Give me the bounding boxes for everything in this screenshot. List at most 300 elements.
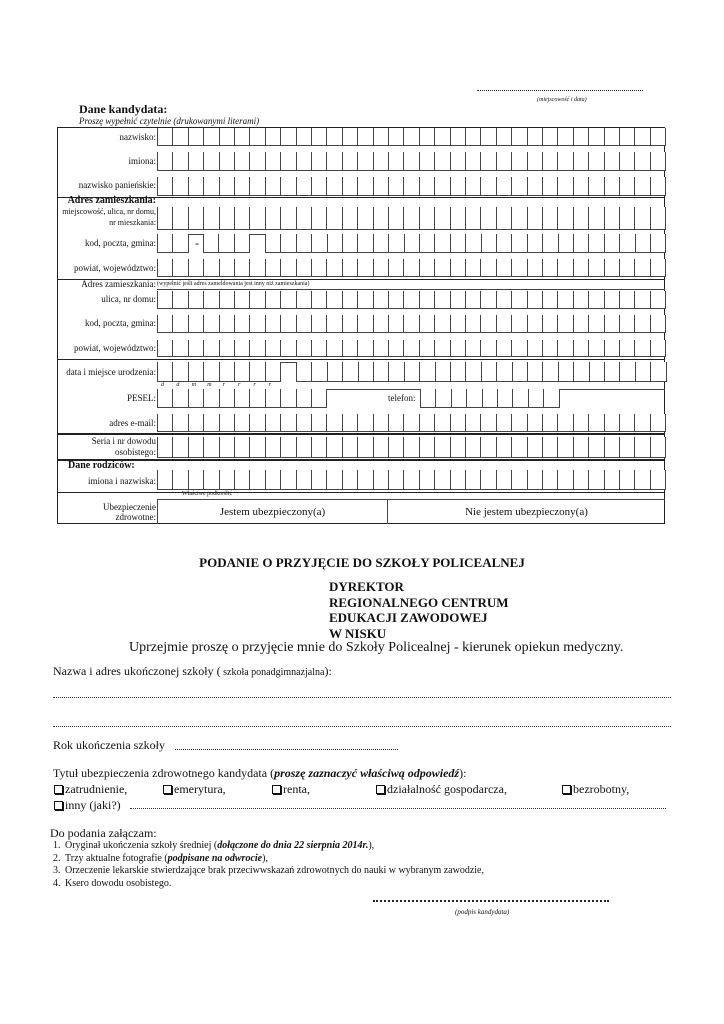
letter-box[interactable] [650, 207, 666, 230]
letter-box[interactable] [434, 259, 450, 277]
letter-box[interactable] [296, 414, 312, 432]
letter-box[interactable] [265, 291, 281, 309]
letter-box[interactable] [172, 207, 188, 230]
letter-box[interactable] [450, 152, 466, 171]
letter-box[interactable] [311, 152, 327, 171]
letter-box[interactable] [450, 315, 466, 333]
letter-box[interactable] [573, 207, 589, 230]
letter-box[interactable] [542, 340, 558, 357]
letter-box[interactable] [480, 315, 496, 333]
letter-box[interactable] [219, 152, 235, 171]
letter-box[interactable] [219, 291, 235, 309]
letter-box[interactable] [157, 315, 173, 333]
letter-box[interactable] [403, 470, 419, 490]
letter-box[interactable] [450, 362, 466, 382]
letter-box[interactable] [388, 207, 404, 230]
letter-box[interactable] [342, 152, 358, 171]
letter-box[interactable] [311, 259, 327, 277]
letter-box[interactable] [451, 389, 467, 408]
letter-box[interactable] [419, 414, 435, 432]
letter-box[interactable] [604, 340, 620, 357]
letter-box[interactable] [496, 340, 512, 357]
insured-option[interactable]: Jestem ubezpieczony(a) [157, 499, 388, 524]
letter-box[interactable] [265, 315, 281, 333]
letter-box[interactable] [188, 340, 204, 357]
letter-box[interactable] [573, 362, 589, 382]
letter-box[interactable] [527, 152, 543, 171]
letter-box[interactable] [157, 234, 173, 253]
letter-box[interactable] [234, 362, 250, 382]
school-field-1[interactable] [53, 697, 671, 698]
letter-box[interactable] [265, 152, 281, 171]
letter-box[interactable] [619, 234, 635, 253]
letter-box[interactable] [542, 234, 558, 253]
letter-box[interactable] [542, 470, 558, 490]
letter-box[interactable] [482, 389, 498, 408]
letter-box[interactable] [542, 152, 558, 171]
letter-box[interactable] [218, 234, 234, 253]
letter-box[interactable] [465, 315, 481, 333]
letter-box[interactable] [511, 470, 527, 490]
letter-box[interactable] [419, 128, 435, 146]
letter-box[interactable] [280, 340, 296, 357]
letter-box[interactable] [511, 259, 527, 277]
letter-box[interactable] [527, 470, 543, 490]
letter-box[interactable] [496, 259, 512, 277]
letter-box[interactable] [373, 340, 389, 357]
letter-box[interactable] [388, 437, 404, 458]
letter-box[interactable] [373, 470, 389, 490]
school-field-2[interactable] [53, 726, 671, 727]
letter-box[interactable] [619, 207, 635, 230]
letter-box[interactable] [342, 315, 358, 333]
letter-box[interactable] [465, 437, 481, 458]
letter-box[interactable] [373, 177, 389, 196]
letter-box[interactable] [450, 234, 466, 253]
letter-box[interactable] [450, 414, 466, 432]
letter-box[interactable] [234, 291, 250, 309]
letter-box[interactable] [419, 152, 435, 171]
letter-box[interactable] [249, 362, 265, 382]
letter-box[interactable] [511, 152, 527, 171]
letter-box[interactable] [296, 470, 312, 490]
letter-box[interactable] [249, 259, 265, 277]
letter-box[interactable] [527, 340, 543, 357]
letter-box[interactable] [373, 259, 389, 277]
letter-box[interactable] [157, 389, 173, 408]
letter-box[interactable] [326, 437, 342, 458]
letter-box[interactable] [634, 259, 650, 277]
letter-box[interactable] [388, 470, 404, 490]
letter-box[interactable] [434, 437, 450, 458]
letter-box[interactable] [403, 259, 419, 277]
letter-box[interactable] [357, 470, 373, 490]
letter-box[interactable] [557, 177, 573, 196]
letter-box[interactable] [203, 177, 219, 196]
letter-box[interactable] [434, 315, 450, 333]
letter-box[interactable] [373, 291, 389, 309]
letter-box[interactable] [650, 437, 666, 458]
letter-box[interactable] [511, 177, 527, 196]
letter-box[interactable] [634, 470, 650, 490]
option-pension[interactable] [163, 782, 226, 797]
letter-box[interactable] [296, 389, 312, 408]
letter-box[interactable] [188, 207, 204, 230]
letter-box[interactable] [280, 234, 296, 253]
letter-box[interactable] [249, 340, 265, 357]
letter-box[interactable] [157, 128, 173, 146]
letter-box[interactable] [342, 207, 358, 230]
letter-box[interactable] [557, 128, 573, 146]
letter-box[interactable] [604, 291, 620, 309]
letter-box[interactable] [172, 234, 188, 253]
letter-box[interactable] [296, 362, 312, 382]
letter-box[interactable] [234, 152, 250, 171]
letter-box[interactable] [480, 414, 496, 432]
place-date-field[interactable] [477, 90, 643, 91]
letter-box[interactable] [373, 207, 389, 230]
letter-box[interactable] [557, 207, 573, 230]
letter-box[interactable] [619, 414, 635, 432]
letter-box[interactable] [388, 259, 404, 277]
letter-box[interactable] [280, 152, 296, 171]
letter-box[interactable] [311, 340, 327, 357]
letter-box[interactable] [311, 207, 327, 230]
letter-box[interactable] [326, 414, 342, 432]
letter-box[interactable] [342, 362, 358, 382]
letter-box[interactable] [188, 152, 204, 171]
letter-box[interactable] [619, 362, 635, 382]
letter-box[interactable] [589, 362, 605, 382]
letter-box[interactable] [466, 389, 482, 408]
letter-box[interactable] [296, 340, 312, 357]
letter-box[interactable] [527, 234, 543, 253]
letter-box[interactable] [573, 128, 589, 146]
letter-box[interactable] [172, 414, 188, 432]
letter-box[interactable] [342, 177, 358, 196]
letter-box[interactable] [588, 470, 604, 490]
letter-box[interactable] [219, 437, 235, 458]
letter-box[interactable] [511, 340, 527, 357]
letter-box[interactable] [157, 259, 173, 277]
letter-box[interactable] [650, 470, 666, 490]
letter-box[interactable] [450, 470, 466, 490]
letter-box[interactable] [357, 207, 373, 230]
letter-box[interactable] [373, 152, 389, 171]
letter-box[interactable] [311, 414, 327, 432]
letter-box[interactable] [172, 340, 188, 357]
letter-box[interactable] [403, 414, 419, 432]
letter-box[interactable] [650, 315, 666, 333]
letter-box[interactable] [403, 437, 419, 458]
checkbox-icon[interactable] [163, 785, 172, 794]
letter-box[interactable] [157, 362, 173, 382]
letter-box[interactable] [650, 340, 666, 357]
letter-box[interactable] [543, 389, 559, 408]
letter-box[interactable] [249, 177, 265, 196]
letter-box[interactable] [203, 152, 219, 171]
letter-box[interactable] [434, 207, 450, 230]
letter-box[interactable] [172, 315, 188, 333]
letter-box[interactable] [357, 259, 373, 277]
letter-box[interactable] [357, 437, 373, 458]
letter-box[interactable] [234, 315, 250, 333]
letter-box[interactable] [280, 315, 296, 333]
letter-box[interactable] [542, 362, 558, 382]
letter-box[interactable] [588, 234, 604, 253]
letter-box[interactable] [311, 470, 327, 490]
letter-box[interactable] [203, 389, 219, 408]
letter-box[interactable] [619, 470, 635, 490]
letter-box[interactable] [388, 234, 404, 253]
letter-box[interactable] [388, 291, 404, 309]
letter-box[interactable] [434, 291, 450, 309]
letter-box[interactable] [512, 389, 528, 408]
letter-box[interactable] [481, 234, 497, 253]
letter-box[interactable] [326, 470, 342, 490]
letter-box[interactable] [542, 437, 558, 458]
letter-box[interactable] [188, 291, 204, 309]
letter-box[interactable] [527, 177, 543, 196]
letter-box[interactable] [326, 315, 342, 333]
letter-box[interactable] [357, 128, 373, 146]
letter-box[interactable] [434, 414, 450, 432]
letter-box[interactable] [342, 291, 358, 309]
letter-box[interactable] [157, 470, 173, 490]
letter-box[interactable] [573, 177, 589, 196]
letter-box[interactable] [619, 259, 635, 277]
letter-box[interactable] [573, 315, 589, 333]
letter-box[interactable] [650, 234, 666, 253]
letter-box[interactable] [188, 362, 204, 382]
letter-box[interactable] [234, 234, 250, 253]
letter-box[interactable] [619, 152, 635, 171]
letter-box[interactable] [450, 177, 466, 196]
signature-field[interactable] [373, 900, 609, 902]
letter-box[interactable] [619, 315, 635, 333]
letter-box[interactable] [234, 470, 250, 490]
letter-box[interactable] [403, 177, 419, 196]
letter-box[interactable] [373, 128, 389, 146]
year-field[interactable] [175, 749, 398, 750]
letter-box[interactable] [249, 437, 265, 458]
letter-box[interactable] [557, 315, 573, 333]
letter-box[interactable] [419, 470, 435, 490]
letter-box[interactable] [388, 177, 404, 196]
letter-box[interactable] [511, 128, 527, 146]
letter-box[interactable] [588, 340, 604, 357]
letter-box[interactable] [450, 207, 466, 230]
other-field[interactable] [130, 808, 666, 809]
letter-box[interactable] [188, 414, 204, 432]
letter-box[interactable] [496, 291, 512, 309]
letter-box[interactable] [404, 362, 420, 382]
letter-box[interactable] [234, 128, 250, 146]
letter-box[interactable] [542, 177, 558, 196]
letter-box[interactable] [511, 234, 527, 253]
letter-box[interactable] [480, 437, 496, 458]
letter-box[interactable] [203, 470, 219, 490]
letter-box[interactable] [342, 340, 358, 357]
letter-box[interactable] [465, 152, 481, 171]
letter-box[interactable] [188, 128, 204, 146]
letter-box[interactable] [604, 315, 620, 333]
letter-box[interactable] [542, 259, 558, 277]
letter-box[interactable] [434, 128, 450, 146]
letter-box[interactable] [588, 414, 604, 432]
letter-box[interactable] [188, 389, 204, 408]
checkbox-icon[interactable] [54, 801, 63, 810]
option-business[interactable] [376, 782, 507, 797]
letter-box[interactable] [419, 362, 435, 382]
letter-box[interactable] [619, 437, 635, 458]
letter-box[interactable] [249, 470, 265, 490]
letter-box[interactable] [434, 470, 450, 490]
letter-box[interactable] [203, 259, 219, 277]
letter-box[interactable] [188, 470, 204, 490]
letter-box[interactable] [296, 177, 312, 196]
letter-box[interactable] [480, 291, 496, 309]
checkbox-icon[interactable] [272, 785, 281, 794]
letter-box[interactable] [342, 128, 358, 146]
letter-box[interactable] [619, 291, 635, 309]
letter-box[interactable] [465, 470, 481, 490]
letter-box[interactable] [650, 362, 666, 382]
letter-box[interactable] [219, 470, 235, 490]
letter-box[interactable] [249, 128, 265, 146]
letter-box[interactable] [573, 234, 589, 253]
letter-box[interactable] [280, 128, 296, 146]
letter-box[interactable] [434, 152, 450, 171]
letter-box[interactable] [234, 177, 250, 196]
letter-box[interactable] [234, 340, 250, 357]
letter-box[interactable] [172, 291, 188, 309]
checkbox-icon[interactable] [54, 785, 63, 794]
letter-box[interactable] [373, 414, 389, 432]
letter-box[interactable] [203, 315, 219, 333]
letter-box[interactable] [435, 362, 451, 382]
letter-box[interactable] [634, 414, 650, 432]
letter-box[interactable] [342, 234, 358, 253]
letter-box[interactable] [249, 207, 265, 230]
letter-box[interactable] [157, 437, 173, 458]
letter-box[interactable] [311, 362, 327, 382]
letter-box[interactable] [650, 152, 666, 171]
letter-box[interactable] [450, 259, 466, 277]
letter-box[interactable] [265, 128, 281, 146]
letter-box[interactable] [311, 437, 327, 458]
letter-box[interactable] [249, 389, 265, 408]
letter-box[interactable] [634, 437, 650, 458]
letter-box[interactable] [342, 470, 358, 490]
letter-box[interactable] [403, 340, 419, 357]
letter-box[interactable] [157, 340, 173, 357]
letter-box[interactable] [496, 177, 512, 196]
letter-box[interactable] [203, 414, 219, 432]
letter-box[interactable] [219, 340, 235, 357]
letter-box[interactable] [326, 128, 342, 146]
letter-box[interactable] [326, 291, 342, 309]
letter-box[interactable] [419, 437, 435, 458]
letter-box[interactable] [188, 259, 204, 277]
letter-box[interactable] [557, 437, 573, 458]
not-insured-option[interactable]: Nie jestem ubezpieczony(a) [388, 499, 665, 524]
letter-box[interactable] [650, 177, 666, 196]
letter-box[interactable] [296, 234, 312, 253]
letter-box[interactable] [650, 414, 666, 432]
letter-box[interactable] [219, 207, 235, 230]
letter-box[interactable] [481, 362, 497, 382]
letter-box[interactable] [419, 234, 435, 253]
letter-box[interactable] [573, 437, 589, 458]
letter-box[interactable] [588, 152, 604, 171]
checkbox-icon[interactable] [562, 785, 571, 794]
letter-box[interactable] [419, 291, 435, 309]
letter-box[interactable] [465, 128, 481, 146]
letter-box[interactable] [588, 437, 604, 458]
letter-box[interactable] [203, 437, 219, 458]
letter-box[interactable] [465, 234, 481, 253]
letter-box[interactable] [619, 128, 635, 146]
letter-box[interactable] [188, 437, 204, 458]
letter-box[interactable] [357, 152, 373, 171]
letter-box[interactable] [172, 362, 188, 382]
letter-box[interactable] [265, 437, 281, 458]
letter-box[interactable] [280, 259, 296, 277]
letter-box[interactable] [219, 259, 235, 277]
letter-box[interactable] [357, 177, 373, 196]
letter-box[interactable] [558, 234, 574, 253]
letter-box[interactable] [219, 389, 235, 408]
letter-box[interactable] [265, 340, 281, 357]
letter-box[interactable] [558, 362, 574, 382]
letter-box[interactable] [512, 362, 528, 382]
letter-box[interactable] [373, 437, 389, 458]
letter-box[interactable] [311, 128, 327, 146]
letter-box[interactable] [650, 259, 666, 277]
letter-box[interactable] [342, 437, 358, 458]
letter-box[interactable] [604, 470, 620, 490]
letter-box[interactable] [450, 291, 466, 309]
letter-box[interactable] [527, 259, 543, 277]
letter-box[interactable] [357, 291, 373, 309]
letter-box[interactable] [403, 291, 419, 309]
letter-box[interactable] [188, 177, 204, 196]
letter-box[interactable] [619, 340, 635, 357]
letter-box[interactable] [280, 291, 296, 309]
letter-box[interactable] [496, 128, 512, 146]
letter-box[interactable] [172, 259, 188, 277]
letter-box[interactable] [634, 291, 650, 309]
letter-box[interactable] [511, 315, 527, 333]
letter-box[interactable] [357, 234, 373, 253]
checkbox-icon[interactable] [376, 785, 385, 794]
letter-box[interactable] [635, 234, 651, 253]
letter-box[interactable] [588, 128, 604, 146]
letter-box[interactable] [527, 207, 543, 230]
letter-box[interactable] [373, 315, 389, 333]
letter-box[interactable] [296, 128, 312, 146]
letter-box[interactable] [280, 177, 296, 196]
letter-box[interactable] [388, 414, 404, 432]
letter-box[interactable] [557, 152, 573, 171]
letter-box[interactable] [311, 389, 327, 408]
letter-box[interactable] [635, 362, 651, 382]
letter-box[interactable] [588, 291, 604, 309]
letter-box[interactable] [557, 470, 573, 490]
letter-box[interactable] [542, 315, 558, 333]
letter-box[interactable] [265, 234, 281, 253]
